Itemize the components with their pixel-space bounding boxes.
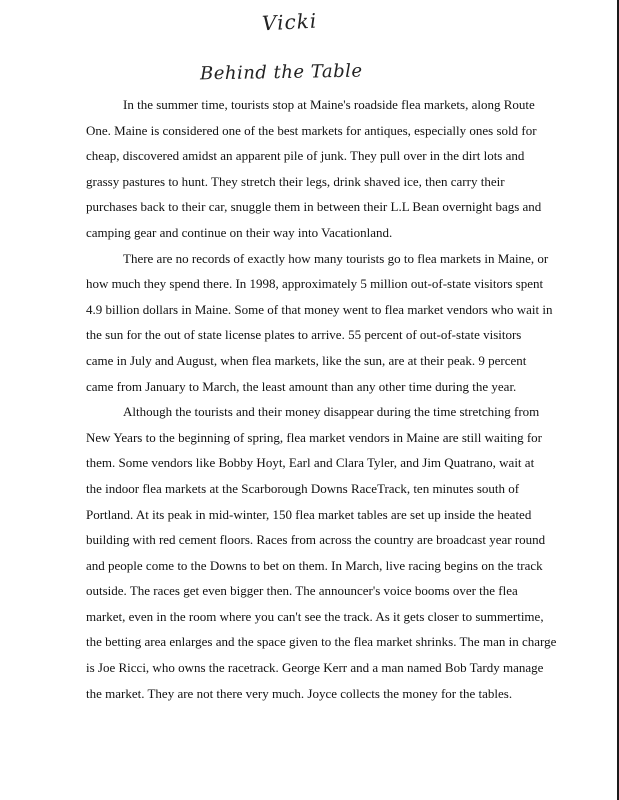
text-line: the sun for the out of state license plates to arrive. 55 percent of out-of-state visitors [86,327,522,343]
paragraph-2 [86,246,553,400]
text-line: New Years to the beginning of spring, flea market vendors in Maine are still waiting for [86,429,542,445]
paragraph-1 [86,92,546,246]
text-line: One. Maine is considered one of the best markets for antiques, especially ones sold for [86,122,537,138]
text-line: came from January to March, the least amount than any other time during the year. [86,378,517,394]
text-line: In the summer time, tourists stop at Maine's roadside flea markets, along Route [123,97,535,112]
handwritten-author-name: Vicki [261,8,318,36]
text-line: There are no records of exactly how many tourists go to flea markets in Maine, or [123,250,549,266]
text-line: and people come to the Downs to bet on them. In March, live racing begins on the track [86,557,543,573]
text-line: the betting area enlarges and the space given to the flea market shrinks. The man in charge [86,634,557,650]
text-line: Although the tourists and their money disappear during the time stretching from [123,404,540,420]
text-line: the market. They are not there very much. Joyce collects the money for the tables. [86,685,513,701]
text-line: market, even in the room where you can't see the track. As it gets closer to summertime, [86,608,544,624]
text-line: came in July and August, when flea markets, like the sun, are at their peak. 9 percent [86,352,527,368]
text-line: 4.9 billion dollars in Maine. Some of that money went to flea market vendors who wait in [86,301,553,317]
document-body [86,92,557,706]
text-line: is Joe Ricci, who owns the racetrack. George Kerr and a man named Bob Tardy manage [86,660,544,676]
text-line: Portland. At its peak in mid-winter, 150 flea market tables are set up inside the heated [86,506,532,522]
text-line: camping gear and continue on their way into Vacationland. [86,224,393,240]
text-line: outside. The races get even bigger then. The announcer's voice booms over the flea [86,583,518,599]
text-line: how much they spend there. In 1998, approximately 5 million out-of-state visitors spent [86,276,544,292]
text-line: the indoor flea markets at the Scarborough Downs RaceTrack, ten minutes south of [86,480,520,496]
paragraph-3 [86,399,557,706]
text-line: grassy pastures to hunt. They stretch their legs, drink shaved ice, then carry their [86,173,505,189]
handwritten-title: Behind the Table [199,60,363,85]
text-line: purchases back to their car, snuggle them in between their L.L Bean overnight bags and [86,199,542,215]
text-line: building with red cement floors. Races from across the country are broadcast year round [86,532,546,548]
text-line: them. Some vendors like Bobby Hoyt, Earl and Clara Tyler, and Jim Quatrano, wait at [86,455,535,471]
text-line: cheap, discovered amidst an apparent pile of junk. They pull over in the dirt lots and [86,148,525,164]
